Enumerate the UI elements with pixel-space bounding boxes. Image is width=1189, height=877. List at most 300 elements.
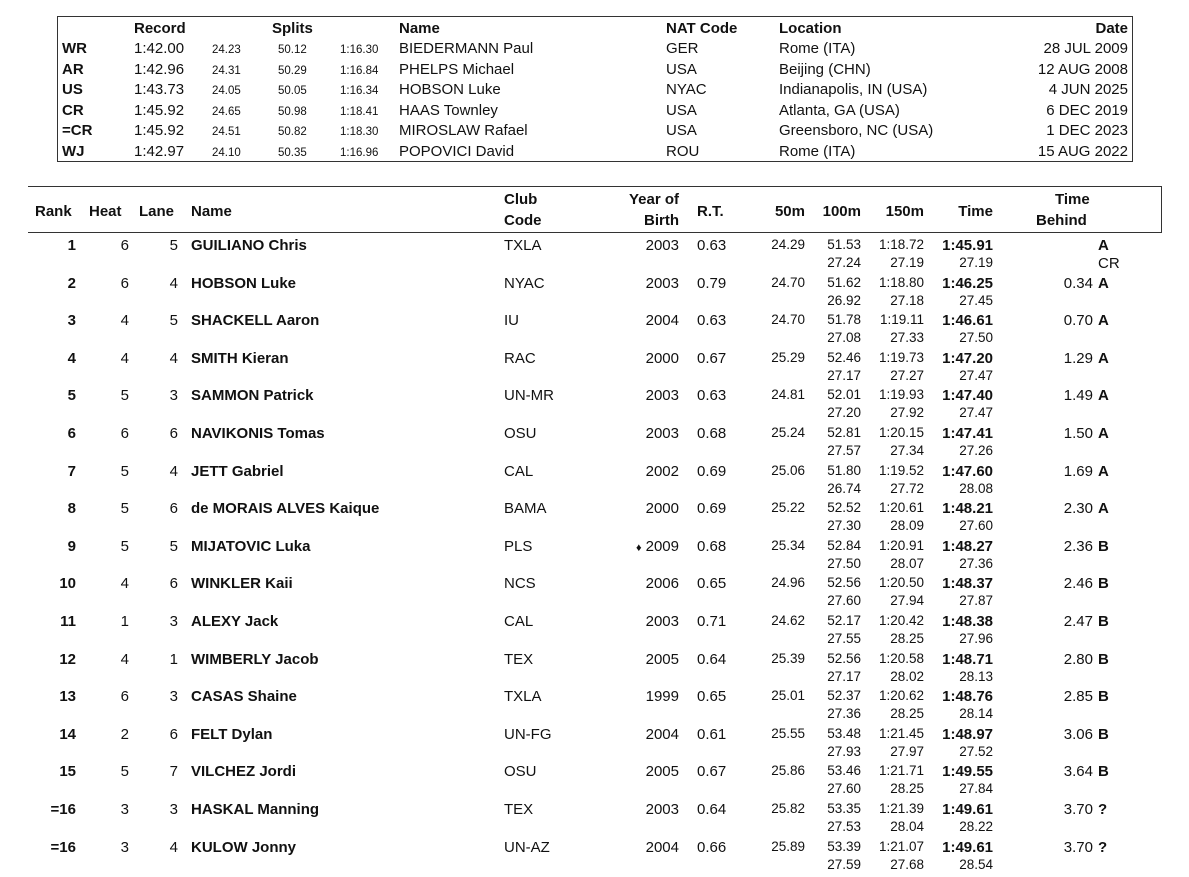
lap-150m: 28.02 (890, 668, 924, 684)
header-year-of: Year of (628, 191, 679, 208)
lap-200m: 27.84 (959, 781, 993, 797)
split-50m: 25.34 (771, 537, 805, 553)
split-50m: 25.55 (771, 725, 805, 741)
qualifier-mark: A (1098, 462, 1109, 480)
record-time: 1:45.92 (134, 101, 185, 119)
rank: 4 (67, 349, 76, 367)
lap-100m: 27.50 (827, 555, 861, 571)
record-split-50: 24.31 (212, 64, 241, 77)
record-location: Beijing (CHN) (779, 60, 871, 78)
lap-150m: 27.19 (890, 255, 924, 270)
year-of-birth (646, 651, 679, 669)
record-nat-code: ROU (666, 142, 700, 160)
record-split-150: 1:18.30 (340, 126, 379, 138)
year-value: 2003 (645, 801, 679, 818)
final-time: 1:47.40 (942, 387, 993, 405)
record-abbr: =CR (62, 122, 93, 139)
reaction-time: 0.71 (697, 613, 727, 630)
time-behind: 2.47 (1063, 613, 1093, 630)
year-of-birth (646, 726, 679, 744)
lap-100m: 27.30 (827, 518, 861, 534)
heat: 2 (120, 725, 129, 743)
qualifier-mark: B (1098, 575, 1109, 593)
rank: 2 (67, 274, 76, 292)
final-time: 1:48.37 (942, 575, 993, 593)
qualifier-mark: A (1098, 425, 1109, 442)
reaction-time: 0.63 (697, 312, 727, 330)
club-code: TXLA (504, 237, 542, 254)
year-value: 2009 (645, 537, 679, 555)
result-row (0, 425, 1189, 463)
athlete-name: NAVIKONIS Tomas (191, 425, 325, 442)
split-150m: 1:21.71 (878, 763, 924, 779)
record-time: 1:43.73 (134, 81, 185, 98)
club-code: UN-AZ (504, 838, 550, 856)
year-of-birth (646, 500, 679, 518)
lap-100m: 26.74 (827, 480, 861, 496)
record-abbr: WJ (62, 142, 85, 160)
header-nat-code: NAT Code (666, 20, 738, 37)
club-code: TEX (504, 650, 534, 668)
rank: =16 (50, 838, 76, 856)
club-code: CAL (504, 462, 534, 480)
lap-100m: 27.60 (827, 593, 861, 609)
time-behind: 1.50 (1063, 425, 1093, 442)
record-date: 1 DEC 2023 (1046, 122, 1128, 139)
reaction-time: 0.68 (697, 425, 727, 442)
rank: 6 (67, 425, 76, 442)
split-100m: 52.37 (827, 688, 861, 704)
reaction-time: 0.66 (697, 838, 727, 856)
heat: 3 (120, 801, 129, 818)
lap-100m: 27.24 (827, 255, 861, 270)
year-value: 2005 (645, 763, 679, 781)
club-code: RAC (504, 349, 536, 367)
qualifier-mark: B (1098, 650, 1109, 668)
header-record: Record (134, 20, 186, 37)
lane: 4 (169, 274, 178, 292)
year-of-birth (646, 688, 679, 706)
lap-150m: 27.27 (890, 367, 924, 383)
rank: 10 (59, 575, 76, 593)
year-of-birth (646, 275, 679, 293)
year-value: 2003 (645, 425, 679, 442)
reaction-time: 0.64 (697, 801, 727, 818)
athlete-name: HASKAL Manning (191, 801, 320, 818)
time-behind: 2.30 (1063, 500, 1093, 518)
heat: 5 (120, 537, 129, 555)
record-location: Indianapolis, IN (USA) (779, 81, 928, 98)
time-behind: 1.69 (1063, 462, 1093, 480)
split-150m: 1:21.39 (878, 801, 924, 816)
rank: 1 (67, 237, 76, 254)
club-code: UN-MR (504, 387, 554, 405)
club-code: NYAC (504, 274, 545, 292)
lap-100m: 27.53 (827, 819, 861, 834)
result-row (0, 726, 1189, 764)
time-behind: 2.80 (1063, 650, 1093, 668)
qualifier-mark: B (1098, 613, 1109, 630)
split-100m: 53.39 (827, 838, 861, 854)
lap-150m: 27.34 (890, 443, 924, 458)
year-of-birth (636, 538, 679, 557)
split-100m: 52.17 (827, 613, 861, 628)
heat: 5 (120, 500, 129, 518)
lap-100m: 27.59 (827, 856, 861, 872)
split-100m: 52.56 (827, 650, 861, 666)
heat: 3 (120, 838, 129, 856)
record-abbr: CR (62, 101, 84, 119)
header-rank: Rank (35, 203, 72, 220)
record-split-50: 24.05 (212, 85, 241, 97)
final-time: 1:49.61 (942, 838, 993, 856)
lane: 4 (169, 838, 178, 856)
time-behind: 2.36 (1063, 537, 1093, 555)
header-lane: Lane (139, 203, 175, 220)
qualifier-mark: ? (1098, 801, 1108, 818)
header-location: Location (779, 20, 842, 37)
result-row (0, 613, 1189, 651)
header-birth: Birth (644, 212, 679, 229)
header-date: Date (1095, 20, 1128, 37)
rank: 8 (67, 500, 76, 518)
qualifier-mark: A (1098, 274, 1109, 292)
split-100m: 52.52 (827, 500, 861, 516)
record-abbr: WR (62, 40, 87, 57)
split-50m: 25.86 (771, 763, 805, 779)
year-value: 2004 (645, 725, 679, 743)
year-of-birth (646, 613, 679, 631)
records-header (58, 19, 1132, 39)
header-150m: 150m (885, 203, 924, 220)
result-row (0, 350, 1189, 388)
final-time: 1:46.25 (942, 274, 993, 292)
lane: 5 (169, 312, 178, 330)
athlete-name: CASAS Shaine (191, 688, 297, 706)
time-behind: 3.64 (1063, 763, 1093, 781)
record-split-150: 1:18.41 (340, 105, 379, 118)
athlete-name: JETT Gabriel (191, 462, 284, 480)
record-split-100: 50.35 (278, 146, 307, 159)
lane: 1 (169, 650, 178, 668)
heat: 5 (120, 763, 129, 781)
athlete-name: VILCHEZ Jordi (191, 763, 297, 781)
result-row (0, 839, 1189, 877)
athlete-name: SAMMON Patrick (191, 387, 314, 405)
year-value: 2003 (645, 387, 679, 405)
record-split-100: 50.82 (278, 126, 307, 138)
lap-100m: 27.20 (827, 405, 861, 421)
year-of-birth (646, 763, 679, 781)
record-nat-code: USA (666, 101, 697, 119)
heat: 4 (120, 650, 129, 668)
rank: 14 (59, 725, 76, 743)
lap-100m: 27.55 (827, 631, 861, 646)
athlete-name: SHACKELL Aaron (191, 312, 320, 330)
record-holder-name: POPOVICI David (399, 142, 515, 160)
final-time: 1:48.21 (942, 500, 993, 518)
split-150m: 1:19.11 (879, 312, 924, 328)
year-value: 2002 (645, 462, 679, 480)
record-row (58, 121, 1132, 141)
record-holder-name: PHELPS Michael (399, 60, 515, 78)
record-date: 12 AUG 2008 (1037, 60, 1128, 78)
reaction-time: 0.65 (697, 575, 727, 593)
record-mark: CR (1098, 255, 1120, 272)
header-50m: 50m (774, 203, 805, 220)
athlete-name: GUILIANO Chris (191, 237, 307, 254)
record-location: Greensboro, NC (USA) (779, 122, 934, 139)
year-of-birth (646, 312, 679, 330)
time-behind: 3.70 (1063, 801, 1093, 818)
qualifier-mark: B (1098, 537, 1109, 555)
lane: 5 (169, 537, 178, 555)
year-value: 2003 (645, 274, 679, 292)
record-date: 4 JUN 2025 (1048, 81, 1128, 98)
lap-150m: 27.94 (890, 593, 924, 609)
club-code: OSU (504, 425, 537, 442)
split-100m: 52.84 (827, 537, 861, 553)
lap-200m: 27.26 (959, 443, 993, 458)
final-time: 1:46.61 (942, 312, 993, 330)
record-split-50: 24.51 (212, 126, 241, 138)
split-150m: 1:20.62 (878, 688, 924, 704)
final-time: 1:47.20 (942, 349, 993, 367)
reaction-time: 0.79 (697, 274, 727, 292)
lap-200m: 28.14 (959, 706, 993, 722)
result-row (0, 538, 1189, 576)
split-50m: 24.29 (771, 237, 805, 252)
lap-200m: 28.13 (959, 668, 993, 684)
split-150m: 1:20.15 (878, 425, 924, 440)
final-time: 1:45.91 (942, 237, 993, 254)
results-header (28, 186, 1162, 233)
final-time: 1:47.60 (942, 462, 993, 480)
time-behind: 2.46 (1063, 575, 1093, 593)
rank: 12 (59, 650, 76, 668)
time-behind: 3.06 (1063, 725, 1093, 743)
reaction-time: 0.63 (697, 387, 727, 405)
header-name: Name (191, 203, 232, 220)
lap-200m: 27.50 (959, 330, 993, 346)
split-150m: 1:20.50 (878, 575, 924, 591)
heat: 5 (120, 387, 129, 405)
reaction-time: 0.67 (697, 349, 727, 367)
result-row (0, 312, 1189, 350)
header-club: Club (504, 191, 538, 208)
rank: 5 (67, 387, 76, 405)
split-100m: 52.56 (827, 575, 861, 591)
year-value: 2000 (645, 500, 679, 518)
reaction-time: 0.67 (697, 763, 727, 781)
split-150m: 1:19.73 (878, 349, 924, 365)
lap-150m: 27.72 (890, 480, 924, 496)
rank: 7 (67, 462, 76, 480)
rank: 13 (59, 688, 76, 706)
lap-150m: 28.25 (890, 706, 924, 722)
qualifier-mark: A (1098, 312, 1109, 330)
record-holder-name: MIROSLAW Rafael (399, 122, 528, 139)
qualifier-mark: A (1098, 500, 1109, 518)
club-code: CAL (504, 613, 534, 630)
athlete-name: WIMBERLY Jacob (191, 650, 319, 668)
club-code: PLS (504, 537, 533, 555)
club-code: UN-FG (504, 725, 552, 743)
final-time: 1:49.55 (942, 763, 993, 781)
result-row (0, 651, 1189, 689)
header-code: Code (504, 212, 542, 229)
lap-200m: 27.47 (959, 367, 993, 383)
record-row (58, 80, 1132, 100)
lap-100m: 27.17 (827, 367, 861, 383)
lap-200m: 27.60 (959, 518, 993, 534)
year-of-birth (646, 463, 679, 481)
split-100m: 51.78 (827, 312, 861, 328)
record-split-150: 1:16.84 (340, 64, 379, 77)
club-code: NCS (504, 575, 536, 593)
result-row (0, 500, 1189, 538)
lane: 6 (169, 500, 178, 518)
final-time: 1:49.61 (942, 801, 993, 818)
split-150m: 1:21.45 (878, 725, 924, 741)
heat: 4 (120, 312, 129, 330)
record-time: 1:42.96 (134, 60, 185, 78)
record-time: 1:45.92 (134, 122, 185, 139)
lane: 3 (169, 688, 178, 706)
record-location: Atlanta, GA (USA) (779, 101, 900, 119)
split-100m: 52.81 (827, 425, 861, 440)
record-holder-name: BIEDERMANN Paul (399, 40, 534, 57)
result-row (0, 275, 1189, 313)
rank: 3 (67, 312, 76, 330)
qualifier-mark: A (1098, 387, 1109, 405)
lap-100m: 27.36 (827, 706, 861, 722)
lane: 3 (169, 387, 178, 405)
reaction-time: 0.69 (697, 500, 727, 518)
qualifier-mark: B (1098, 688, 1109, 706)
athlete-name: WINKLER Kaii (191, 575, 293, 593)
lap-150m: 27.97 (890, 743, 924, 759)
split-50m: 24.70 (771, 274, 805, 290)
header-name: Name (399, 20, 440, 37)
lane: 6 (169, 725, 178, 743)
record-split-100: 50.98 (278, 105, 307, 118)
year-value: 2000 (645, 349, 679, 367)
heat: 6 (120, 425, 129, 442)
year-of-birth (646, 575, 679, 593)
record-split-150: 1:16.96 (340, 146, 379, 159)
record-holder-name: HAAS Townley (399, 101, 498, 119)
lap-150m: 28.04 (890, 819, 924, 834)
year-of-birth (646, 801, 679, 819)
record-location: Rome (ITA) (779, 40, 856, 57)
lap-100m: 27.60 (827, 781, 861, 797)
lap-200m: 28.08 (959, 480, 993, 496)
split-50m: 24.62 (771, 613, 805, 628)
split-100m: 52.46 (827, 349, 861, 365)
record-nat-code: GER (666, 40, 699, 57)
split-150m: 1:21.07 (878, 838, 924, 854)
lane: 4 (169, 349, 178, 367)
split-150m: 1:20.61 (878, 500, 924, 516)
record-split-100: 50.12 (278, 44, 307, 56)
final-time: 1:48.27 (942, 537, 993, 555)
lap-150m: 27.33 (890, 330, 924, 346)
lap-200m: 27.52 (959, 743, 993, 759)
qualifier-mark: B (1098, 763, 1109, 781)
record-row (58, 39, 1132, 59)
header-splits: Splits (272, 20, 313, 37)
lane: 4 (169, 462, 178, 480)
rank: 9 (67, 537, 76, 555)
record-row (58, 101, 1132, 121)
header-heat: Heat (89, 203, 122, 220)
qualifier-mark: A (1098, 349, 1109, 367)
result-row (0, 237, 1189, 275)
final-time: 1:48.71 (942, 650, 993, 668)
lap-200m: 27.45 (959, 292, 993, 308)
split-150m: 1:20.42 (878, 613, 924, 628)
final-time: 1:48.38 (942, 613, 993, 630)
qualifier-mark: A (1098, 237, 1109, 254)
time-behind: 3.70 (1063, 838, 1093, 856)
heat: 4 (120, 349, 129, 367)
split-150m: 1:20.58 (878, 650, 924, 666)
record-date: 15 AUG 2022 (1037, 142, 1128, 160)
qualifier-mark: B (1098, 725, 1109, 743)
year-of-birth (646, 425, 679, 443)
lap-150m: 27.68 (890, 856, 924, 872)
lane: 3 (169, 801, 178, 818)
header-time: Time (958, 203, 993, 220)
heat: 4 (120, 575, 129, 593)
qualifier-mark: ? (1098, 838, 1108, 856)
year-value: 2006 (645, 575, 679, 593)
reaction-time: 0.65 (697, 688, 727, 706)
split-50m: 25.29 (771, 349, 805, 365)
year-value: 2003 (645, 237, 679, 254)
records-table (57, 16, 1133, 162)
club-code: BAMA (504, 500, 547, 518)
lap-200m: 27.96 (959, 631, 993, 646)
lap-100m: 26.92 (827, 292, 861, 308)
record-row (58, 60, 1132, 80)
record-time: 1:42.97 (134, 142, 185, 160)
lap-200m: 28.22 (959, 819, 993, 834)
split-150m: 1:20.91 (878, 537, 924, 553)
reaction-time: 0.69 (697, 462, 727, 480)
year-of-birth (646, 237, 679, 255)
year-value: 2004 (645, 838, 679, 856)
club-code: TEX (504, 801, 534, 818)
time-behind: 2.85 (1063, 688, 1093, 706)
split-50m: 24.81 (771, 387, 805, 403)
lap-100m: 27.57 (827, 443, 861, 458)
time-behind: 1.29 (1063, 349, 1093, 367)
lap-150m: 27.92 (890, 405, 924, 421)
record-split-150: 1:16.30 (340, 44, 379, 56)
split-50m: 25.82 (771, 801, 805, 816)
lap-200m: 28.54 (959, 856, 993, 872)
reaction-time: 0.61 (697, 725, 727, 743)
lane: 6 (169, 425, 178, 442)
reaction-time: 0.63 (697, 237, 727, 254)
lap-150m: 27.18 (890, 292, 924, 308)
heat: 6 (120, 237, 129, 254)
final-time: 1:47.41 (942, 425, 993, 442)
split-150m: 1:19.93 (878, 387, 924, 403)
record-split-150: 1:16.34 (340, 85, 379, 97)
